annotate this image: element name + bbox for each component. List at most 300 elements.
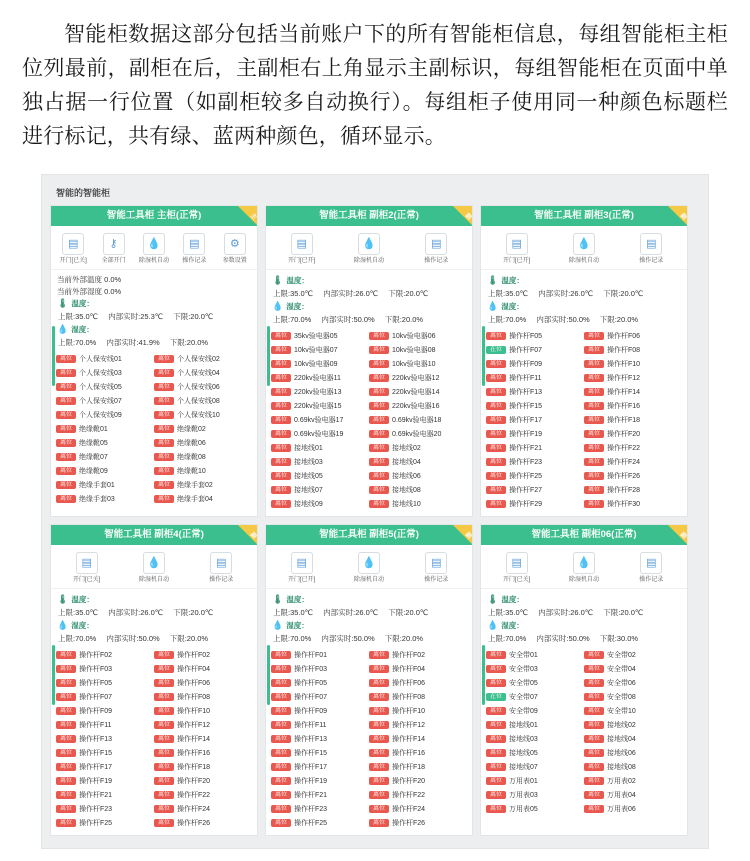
list-item[interactable]	[584, 484, 678, 496]
humidity-icon: 💧	[57, 619, 69, 630]
list-item[interactable]	[584, 803, 678, 815]
temperature-values	[487, 288, 681, 300]
list-item-label: 操作杆F16	[177, 750, 211, 758]
list-item[interactable]	[369, 719, 463, 731]
humidity-label-text: 湿度：	[286, 301, 309, 311]
cabinet-card[interactable]	[265, 205, 473, 517]
thermometer-icon: 🌡	[57, 298, 69, 309]
list-item[interactable]	[154, 719, 248, 731]
list-item[interactable]	[369, 789, 463, 801]
list-item-label: 操作杆F28	[607, 487, 641, 495]
list-item[interactable]	[486, 386, 580, 398]
list-item[interactable]	[369, 663, 463, 675]
list-item[interactable]	[584, 442, 678, 454]
list-item-label: 操作杆F24	[392, 806, 426, 814]
temperature-inner: 内部实时:26.0℃	[323, 289, 379, 298]
list-item[interactable]	[56, 817, 150, 829]
list-item[interactable]	[584, 470, 678, 482]
status-badge: 离位	[369, 388, 389, 396]
list-item[interactable]	[56, 451, 150, 463]
status-badge: 离位	[56, 453, 76, 461]
list-item-label: 操作杆F09	[294, 708, 328, 716]
list-item[interactable]	[486, 358, 580, 370]
list-item[interactable]	[369, 456, 463, 468]
action-label: 操作记录	[424, 258, 449, 265]
humidity-upper: 上限:70.0%	[273, 314, 312, 324]
temperature-label	[272, 593, 466, 607]
list-item[interactable]	[486, 705, 580, 717]
scrollbar-thumb[interactable]	[482, 326, 485, 386]
door-button[interactable]	[57, 233, 89, 266]
action-label: 开门[已开]	[287, 577, 316, 584]
list-item[interactable]	[369, 442, 463, 454]
list-item[interactable]	[486, 733, 580, 745]
list-item-label: 220kv验电器12	[392, 375, 440, 383]
status-badge: 离位	[486, 679, 506, 687]
temperature-label-text: 温度：	[71, 299, 94, 309]
dehumidify-button[interactable]	[568, 552, 600, 585]
list-item-label: 操作杆F14	[392, 736, 426, 744]
list-item[interactable]	[486, 747, 580, 759]
record-button[interactable]	[635, 233, 667, 266]
list-item[interactable]	[56, 465, 150, 477]
list-item[interactable]	[584, 705, 678, 717]
list-item-label: 绝缘靴10	[177, 468, 206, 476]
cabinet-card[interactable]	[265, 524, 473, 836]
list-item[interactable]	[369, 691, 463, 703]
list-item[interactable]	[486, 484, 580, 496]
door-button[interactable]	[286, 233, 318, 266]
list-item[interactable]	[369, 803, 463, 815]
list-item[interactable]	[271, 386, 365, 398]
action-label: 操作记录	[209, 577, 234, 584]
status-badge: 离位	[369, 472, 389, 480]
list-item[interactable]	[154, 479, 248, 491]
list-item[interactable]	[56, 677, 150, 689]
list-item[interactable]	[271, 663, 365, 675]
list-item[interactable]	[154, 817, 248, 829]
list-item[interactable]	[56, 719, 150, 731]
record-button[interactable]	[420, 552, 452, 585]
status-badge: 离位	[154, 369, 174, 377]
door-button[interactable]	[286, 552, 318, 585]
screenshot-frame	[41, 174, 709, 849]
list-item[interactable]	[56, 353, 150, 365]
list-item[interactable]	[486, 442, 580, 454]
list-item[interactable]	[56, 803, 150, 815]
list-item[interactable]	[369, 372, 463, 384]
environment-readings	[266, 270, 472, 328]
list-item[interactable]	[56, 649, 150, 661]
list-item[interactable]	[369, 677, 463, 689]
scrollbar-thumb[interactable]	[52, 645, 55, 705]
list-item[interactable]	[369, 386, 463, 398]
list-item[interactable]	[154, 761, 248, 773]
dehumidify-button[interactable]	[568, 233, 600, 266]
list-item[interactable]	[56, 747, 150, 759]
cabinet-card[interactable]	[50, 524, 258, 836]
list-item[interactable]	[486, 470, 580, 482]
list-item[interactable]	[56, 409, 150, 421]
list-item-label: 个人保安线01	[79, 356, 122, 364]
scrollbar-thumb[interactable]	[482, 645, 485, 705]
temperature-lower: 下限:20.0℃	[388, 289, 429, 298]
list-item[interactable]	[154, 381, 248, 393]
list-item-label: 万用表05	[509, 806, 538, 814]
list-item[interactable]	[271, 817, 365, 829]
status-badge: 离位	[56, 467, 76, 475]
list-item[interactable]	[271, 400, 365, 412]
list-item[interactable]	[56, 775, 150, 787]
tool-list	[51, 351, 257, 511]
list-item[interactable]	[271, 789, 365, 801]
list-item[interactable]	[486, 719, 580, 731]
cabinet-card[interactable]	[50, 205, 258, 517]
list-item-label: 安全带06	[607, 680, 636, 688]
list-item[interactable]	[486, 414, 580, 426]
list-item[interactable]	[486, 663, 580, 675]
list-item[interactable]	[584, 789, 678, 801]
list-item[interactable]	[369, 649, 463, 661]
list-item[interactable]	[56, 479, 150, 491]
list-item-label: 操作杆F26	[177, 820, 211, 828]
status-badge: 离位	[486, 763, 506, 771]
list-item[interactable]	[154, 677, 248, 689]
list-item[interactable]	[154, 395, 248, 407]
dehumidify-button[interactable]	[138, 233, 170, 266]
list-item[interactable]	[486, 372, 580, 384]
status-badge: 离位	[271, 360, 291, 368]
record-button[interactable]	[205, 552, 237, 585]
cabinet-action-bar	[266, 545, 472, 589]
status-badge: 离位	[56, 425, 76, 433]
list-item[interactable]	[486, 775, 580, 787]
list-item[interactable]	[271, 691, 365, 703]
status-badge: 离位	[584, 458, 604, 466]
list-item-label: 绝缘靴02	[177, 426, 206, 434]
dehumidify-button[interactable]	[353, 552, 385, 585]
list-item[interactable]	[584, 372, 678, 384]
list-item[interactable]	[369, 330, 463, 342]
list-item[interactable]	[584, 719, 678, 731]
list-item-label: 操作杆F02	[79, 652, 113, 660]
list-item[interactable]	[584, 414, 678, 426]
list-item-label: 接地线08	[607, 764, 636, 772]
list-item[interactable]	[271, 358, 365, 370]
list-item-label: 操作杆F02	[177, 652, 211, 660]
list-item[interactable]	[56, 423, 150, 435]
temperature-values	[57, 311, 251, 323]
list-item-label: 220kv验电器11	[294, 375, 341, 383]
list-item[interactable]	[584, 330, 678, 342]
list-item[interactable]	[584, 733, 678, 745]
cabinet-card[interactable]	[480, 524, 688, 836]
status-badge: 离位	[584, 500, 604, 508]
status-badge: 离位	[56, 693, 76, 701]
list-item[interactable]	[486, 691, 580, 703]
list-item[interactable]	[154, 775, 248, 787]
status-badge: 离位	[154, 425, 174, 433]
status-badge: 离位	[154, 651, 174, 659]
list-item[interactable]	[154, 663, 248, 675]
list-item[interactable]	[486, 456, 580, 468]
scrollbar-thumb[interactable]	[267, 326, 270, 386]
action-label: 参数设置	[222, 258, 247, 265]
list-item[interactable]	[271, 733, 365, 745]
list-item[interactable]	[154, 493, 248, 505]
status-badge: 离位	[271, 735, 291, 743]
list-item[interactable]	[56, 761, 150, 773]
list-item[interactable]	[154, 733, 248, 745]
list-item-label: 操作杆F23	[79, 806, 113, 814]
list-item-label: 接地线02	[607, 722, 636, 730]
list-item[interactable]	[271, 803, 365, 815]
list-item-label: 个人保安线09	[79, 412, 122, 420]
list-item[interactable]	[154, 465, 248, 477]
list-item[interactable]	[154, 367, 248, 379]
dehumidify-button[interactable]	[138, 552, 170, 585]
status-badge: 离位	[584, 735, 604, 743]
action-label: 全部开门	[101, 258, 126, 265]
temperature-label	[487, 274, 681, 288]
record-button[interactable]	[178, 233, 210, 266]
list-item[interactable]	[584, 498, 678, 510]
list-item[interactable]	[154, 705, 248, 717]
list-item[interactable]	[154, 803, 248, 815]
list-item[interactable]	[271, 761, 365, 773]
list-item[interactable]	[56, 733, 150, 745]
temperature-upper: 上限:35.0℃	[58, 312, 99, 322]
list-item[interactable]	[271, 677, 365, 689]
list-item[interactable]	[369, 775, 463, 787]
list-item-label: 操作杆F24	[607, 459, 641, 467]
list-item[interactable]	[584, 775, 678, 787]
list-item[interactable]	[369, 484, 463, 496]
list-item[interactable]	[56, 663, 150, 675]
external-reading: 当前外部温度 0.0%	[57, 275, 122, 285]
list-item[interactable]	[584, 358, 678, 370]
cabinet-title: 智能工具柜 副柜5(正常) 副	[266, 525, 472, 545]
environment-readings	[51, 589, 257, 647]
status-badge: 在位	[486, 693, 506, 701]
record-button[interactable]	[420, 233, 452, 266]
door-button[interactable]	[71, 552, 103, 585]
action-label: 开门[已关]	[72, 577, 101, 584]
list-item[interactable]	[486, 761, 580, 773]
cabinet-action-bar	[481, 226, 687, 270]
list-item[interactable]	[271, 484, 365, 496]
humidity-icon: 💧	[487, 619, 499, 630]
list-item[interactable]	[584, 649, 678, 661]
status-badge: 离位	[56, 369, 76, 377]
list-item[interactable]	[271, 344, 365, 356]
list-item[interactable]	[271, 372, 365, 384]
list-item[interactable]	[271, 456, 365, 468]
list-item[interactable]	[154, 747, 248, 759]
list-item[interactable]	[154, 423, 248, 435]
list-item[interactable]	[584, 761, 678, 773]
list-item[interactable]	[154, 691, 248, 703]
corner-flag-label: 副	[678, 531, 688, 541]
list-item-label: 0.69kv验电器20	[392, 431, 442, 439]
list-item[interactable]	[369, 747, 463, 759]
settings-button[interactable]	[219, 233, 251, 266]
cabinet-card[interactable]	[480, 205, 688, 517]
list-item[interactable]	[154, 649, 248, 661]
key-button[interactable]	[98, 233, 130, 266]
list-item-label: 操作杆F12	[177, 722, 211, 730]
list-item[interactable]	[56, 367, 150, 379]
list-item[interactable]	[584, 747, 678, 759]
list-item[interactable]	[369, 358, 463, 370]
tool-list	[481, 647, 687, 821]
temperature-lower: 下限:20.0℃	[173, 608, 214, 618]
door-icon: ▤	[506, 552, 528, 574]
list-item[interactable]	[271, 330, 365, 342]
list-item[interactable]	[56, 691, 150, 703]
scrollbar-thumb[interactable]	[52, 326, 55, 386]
status-badge: 离位	[154, 735, 174, 743]
list-item[interactable]	[584, 691, 678, 703]
list-item[interactable]	[369, 733, 463, 745]
temperature-upper: 上限:35.0℃	[273, 608, 314, 618]
temperature-label	[487, 593, 681, 607]
dehumidify-icon: 💧	[143, 233, 165, 255]
tool-list	[481, 328, 687, 516]
status-badge: 离位	[369, 500, 389, 508]
list-item[interactable]	[369, 817, 463, 829]
list-item[interactable]	[584, 400, 678, 412]
list-item[interactable]	[271, 470, 365, 482]
dehumidify-button[interactable]	[353, 233, 385, 266]
status-badge: 离位	[271, 500, 291, 508]
temperature-label-text: 温度：	[501, 276, 524, 286]
status-badge: 离位	[271, 444, 291, 452]
list-item-label: 10kv验电器08	[392, 347, 436, 355]
list-item-label: 操作杆F11	[294, 722, 327, 730]
list-item-label: 操作杆F09	[509, 361, 543, 369]
list-item-label: 操作杆F19	[509, 431, 543, 439]
list-item-label: 操作杆F24	[177, 806, 211, 814]
list-item[interactable]	[584, 428, 678, 440]
list-item[interactable]	[56, 493, 150, 505]
list-item[interactable]	[584, 386, 678, 398]
list-item-label: 0.69kv验电器17	[294, 417, 344, 425]
status-badge: 离位	[56, 481, 76, 489]
list-item[interactable]	[369, 705, 463, 717]
door-icon: ▤	[291, 233, 313, 255]
list-item[interactable]	[486, 428, 580, 440]
door-button[interactable]	[501, 552, 533, 585]
list-item[interactable]	[154, 409, 248, 421]
list-item[interactable]	[271, 414, 365, 426]
list-item-label: 操作杆F10	[177, 708, 211, 716]
list-item[interactable]	[271, 775, 365, 787]
record-icon: ▤	[425, 233, 447, 255]
list-item[interactable]	[486, 649, 580, 661]
list-item[interactable]	[584, 344, 678, 356]
action-label: 操作记录	[424, 577, 449, 584]
action-label: 操作记录	[639, 577, 664, 584]
list-item[interactable]	[369, 344, 463, 356]
status-badge: 离位	[369, 777, 389, 785]
list-item[interactable]	[56, 381, 150, 393]
scrollbar-thumb[interactable]	[267, 645, 270, 705]
cabinet-grid	[50, 205, 700, 836]
list-item[interactable]	[154, 451, 248, 463]
list-item[interactable]	[369, 761, 463, 773]
status-badge: 离位	[486, 332, 506, 340]
list-item[interactable]	[369, 428, 463, 440]
list-item[interactable]	[271, 498, 365, 510]
list-item[interactable]	[56, 789, 150, 801]
list-item[interactable]	[154, 789, 248, 801]
list-item[interactable]	[584, 456, 678, 468]
list-item-label: 220kv验电器14	[392, 389, 440, 397]
humidity-label	[487, 619, 681, 633]
status-badge: 离位	[584, 402, 604, 410]
list-item[interactable]	[369, 470, 463, 482]
list-item[interactable]	[271, 705, 365, 717]
corner-flag-label: 主	[248, 212, 258, 222]
list-item[interactable]	[56, 705, 150, 717]
list-item[interactable]	[369, 414, 463, 426]
list-item[interactable]	[271, 428, 365, 440]
status-badge: 离位	[369, 693, 389, 701]
list-item[interactable]	[271, 747, 365, 759]
list-item-label: 万用表02	[607, 778, 636, 786]
list-item[interactable]	[486, 330, 580, 342]
list-item[interactable]	[486, 803, 580, 815]
humidity-inner: 内部实时:41.9%	[106, 337, 160, 347]
status-badge: 离位	[56, 411, 76, 419]
temperature-lower: 下限:20.0℃	[603, 608, 644, 618]
list-item[interactable]	[154, 353, 248, 365]
panel-title: 智能的智能柜	[56, 188, 111, 199]
list-item[interactable]	[154, 437, 248, 449]
list-item-label: 操作杆F25	[294, 820, 328, 828]
list-item-label: 操作杆F21	[294, 792, 328, 800]
action-label: 除湿机自动	[138, 258, 169, 265]
list-item[interactable]	[271, 719, 365, 731]
list-item[interactable]	[486, 344, 580, 356]
list-item[interactable]	[486, 789, 580, 801]
status-badge: 离位	[154, 693, 174, 701]
list-item[interactable]	[271, 442, 365, 454]
list-item-label: 操作杆F06	[392, 680, 426, 688]
record-button[interactable]	[635, 552, 667, 585]
humidity-icon: 💧	[272, 619, 284, 630]
list-item[interactable]	[584, 663, 678, 675]
list-item[interactable]	[271, 649, 365, 661]
list-item[interactable]	[56, 437, 150, 449]
list-item-label: 操作杆F15	[294, 750, 328, 758]
corner-flag-label: 副	[463, 212, 473, 222]
list-item[interactable]	[369, 498, 463, 510]
list-item[interactable]	[486, 677, 580, 689]
list-item-label: 操作杆F23	[294, 806, 328, 814]
list-item[interactable]	[486, 498, 580, 510]
temperature-label-text: 温度：	[286, 276, 309, 286]
door-button[interactable]	[501, 233, 533, 266]
list-item[interactable]	[584, 677, 678, 689]
action-label: 开门[已关]	[502, 577, 531, 584]
cabinet-title: 智能工具柜 副柜4(正常) 副	[51, 525, 257, 545]
list-item[interactable]	[486, 400, 580, 412]
list-item[interactable]	[369, 400, 463, 412]
list-item[interactable]	[56, 395, 150, 407]
status-badge: 离位	[56, 763, 76, 771]
